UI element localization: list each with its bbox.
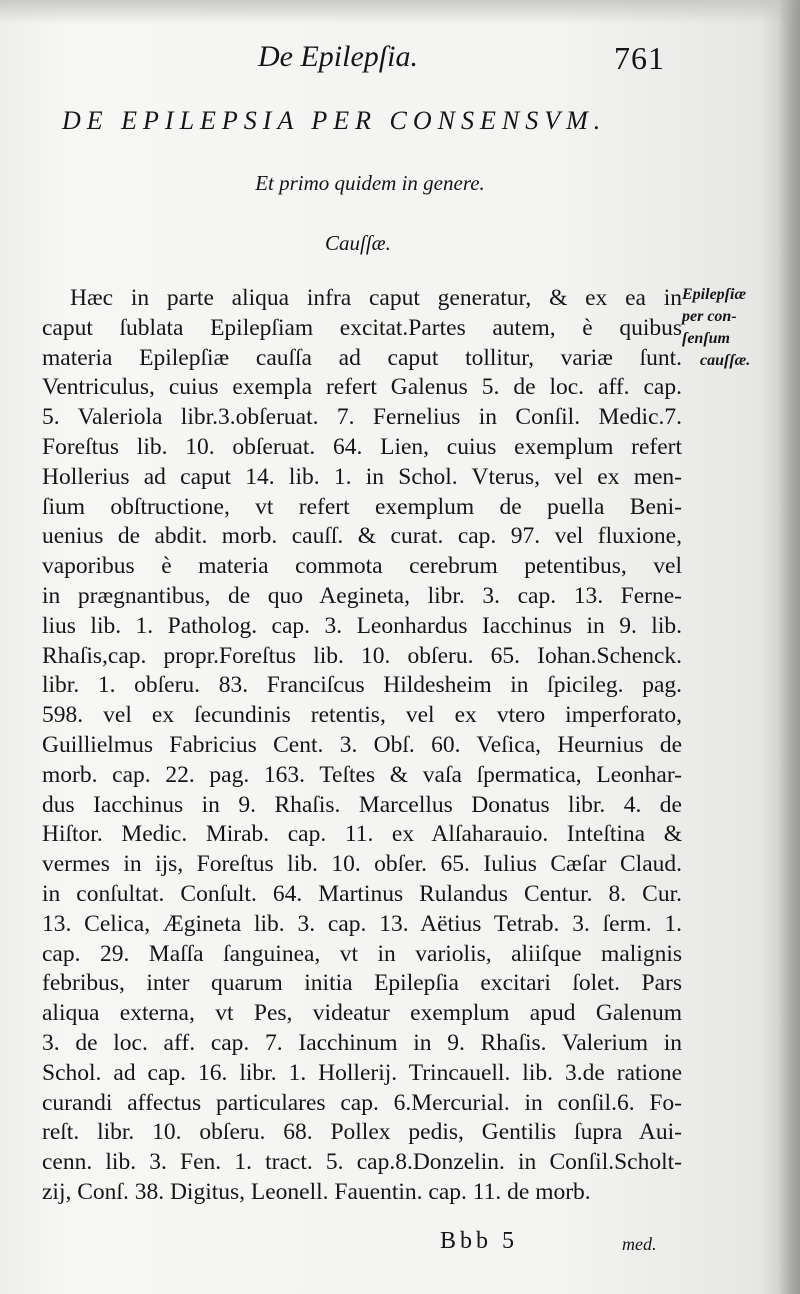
catchword: med. (622, 1234, 657, 1254)
body-text (42, 284, 682, 1208)
body-line: Schol. ad cap. 16. libr. 1. Hollerij. Trincauell. lib. 3.de ratione (42, 1059, 682, 1086)
body-line: cenn. lib. 3. Fen. 1. tract. 5. cap.8.Donzelin. in Conſil.Scholt- (42, 1149, 682, 1176)
margin-note-line: Epilepſiæ (682, 286, 746, 303)
body-line: Hollerius ad caput 14. lib. 1. in Schol. Vterus, vel ex men- (42, 463, 682, 490)
body-line: 13. Celica, Ægineta lib. 3. cap. 13. Aëtius Tetrab. 3. ſerm. 1. (42, 910, 682, 937)
body-line: libr. 1. obſeru. 83. Franciſcus Hildesheim in ſpicileg. pag. (42, 672, 682, 699)
body-line: 5. Valeriola libr.3.obſeruat. 7. Fernelius in Conſil. Medic.7. (42, 404, 682, 431)
body-line: vaporibus è materia commota cerebrum petentibus, vel (42, 553, 682, 580)
body-line: zij, Conſ. 38. Digitus, Leonell. Fauentin. cap. 11. de morb. (42, 1178, 591, 1205)
body-line: in prægnantibus, de quo Aegineta, libr. 3. cap. 13. Ferne- (42, 582, 682, 609)
body-line: vermes in ijs, Foreſtus lib. 10. obſer. 65. Iulius Cæſar Claud. (42, 851, 682, 878)
body-line: morb. cap. 22. pag. 163. Teſtes & vaſa ſpermatica, Leonhar- (42, 761, 682, 788)
running-head (0, 40, 800, 80)
body-line: Rhaſis,cap. propr.Foreſtus lib. 10. obſeru. 65. Iohan.Schenck. (42, 642, 682, 669)
margin-note-line: cauſſæ. (700, 352, 751, 369)
body-line: caput ſublata Epilepſiam excitat.Partes autem, è quibus (42, 314, 682, 341)
body-line: 598. vel ex ſecundinis retentis, vel ex vtero imperforato, (42, 702, 682, 729)
caption-heading: Cauſſæ. (325, 231, 391, 255)
margin-note-line: per con- (682, 308, 737, 325)
margin-note (682, 284, 782, 372)
body-line: Hæc in parte aliqua infra caput generatur, & ex ea in (70, 285, 682, 311)
body-line: in conſultat. Conſult. 64. Martinus Rulandus Centur. 8. Cur. (42, 880, 682, 907)
body-line: uenius de abdit. morb. cauſſ. & curat. cap. 97. vel fluxione, (42, 523, 682, 550)
margin-note-line: ſenſum (682, 330, 730, 347)
page-top-shadow (0, 0, 800, 24)
signature-mark: Bbb 5 (440, 1228, 519, 1254)
running-head-title: De Epilepſia. (258, 40, 418, 73)
body-line: cap. 29. Maſſa ſanguinea, vt in variolis, aliiſque malignis (42, 940, 682, 967)
body-line: febribus, inter quarum initia Epilepſia excitari ſolet. Pars (42, 970, 682, 997)
subtitle: Et primo quidem in genere. (255, 171, 485, 195)
page-number: 761 (614, 40, 665, 76)
body-line: reſt. libr. 10. obſeru. 68. Pollex pedis, Gentilis ſupra Aui- (42, 1119, 682, 1146)
body-line: curandi affectus particulares cap. 6.Mercurial. in conſil.6. Fo- (42, 1089, 682, 1116)
body-line: lius lib. 1. Patholog. cap. 3. Leonhardus Iacchinus in 9. lib. (42, 612, 682, 639)
body-line: dus Iacchinus in 9. Rhaſis. Marcellus Donatus libr. 4. de (42, 791, 682, 818)
section-title: DE EPILEPSIA PER CONSENSVM. (62, 106, 607, 135)
body-line: Foreſtus lib. 10. obſeruat. 64. Lien, cuius exemplum refert (42, 433, 682, 460)
body-line: Hiſtor. Medic. Mirab. cap. 11. ex Alſaharauio. Inteſtina & (42, 821, 682, 848)
page-gutter-shadow (778, 0, 800, 1294)
body-line: materia Epilepſiæ cauſſa ad caput tollitur, variæ ſunt. (42, 344, 682, 371)
body-line: Guillielmus Fabricius Cent. 3. Obſ. 60. Veſica, Heurnius de (42, 731, 682, 758)
body-line: ſium obſtructione, vt refert exemplum de puella Beni- (42, 493, 682, 520)
body-line: 3. de loc. aff. cap. 7. Iacchinum in 9. Rhaſis. Valerium in (42, 1029, 682, 1056)
body-line: aliqua externa, vt Pes, videatur exemplum apud Galenum (42, 1000, 682, 1027)
body-line: Ventriculus, cuius exempla refert Galenus 5. de loc. aff. cap. (42, 374, 682, 401)
